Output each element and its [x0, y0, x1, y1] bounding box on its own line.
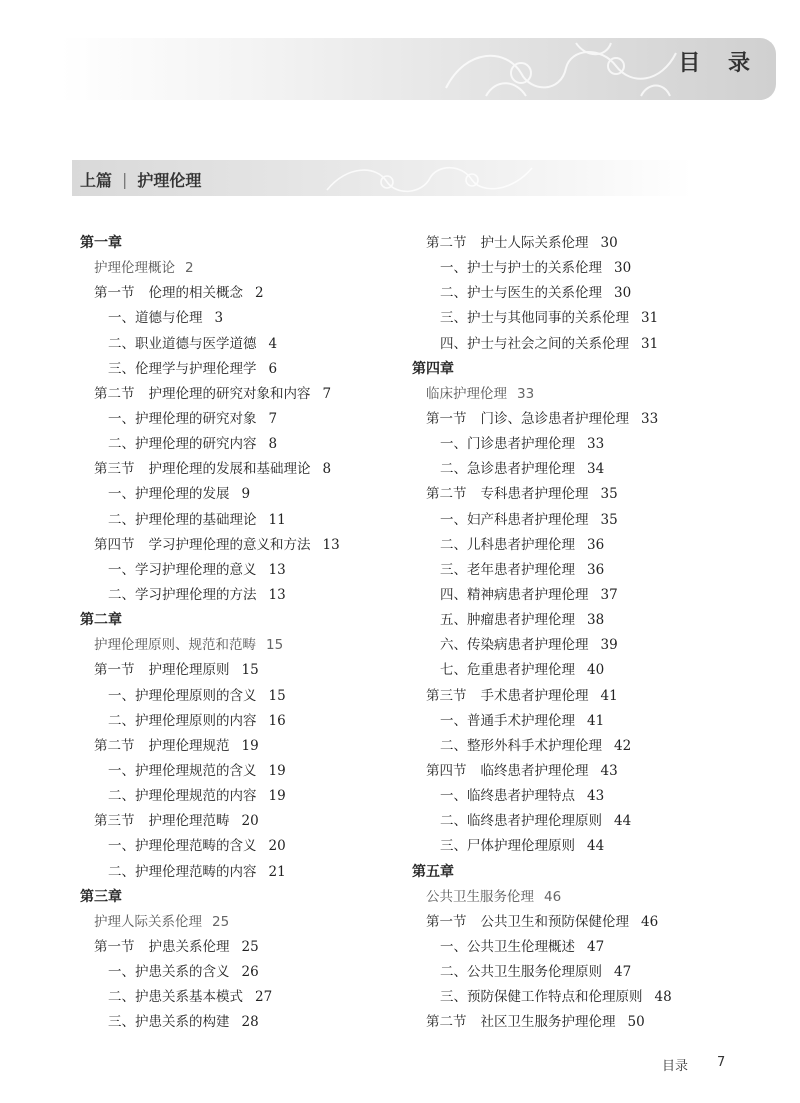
- page-ref: 2: [185, 260, 194, 277]
- section-number: 第四节: [94, 536, 135, 553]
- item-title: 七、危重患者护理伦理: [440, 662, 575, 679]
- toc-item[interactable]: [80, 583, 420, 608]
- chapter-label: 第五章: [412, 863, 454, 880]
- toc-chapter-heading: [412, 860, 752, 885]
- page-ref: 38: [587, 612, 605, 629]
- section-number: 第一节: [94, 662, 135, 679]
- item-title: 二、护患关系基本模式: [108, 989, 243, 1006]
- item-title: 二、护士与医生的关系伦理: [440, 285, 602, 302]
- page-ref: 20: [268, 838, 286, 855]
- page-ref: 31: [641, 335, 659, 352]
- section-separator: |: [122, 170, 128, 189]
- section-title: 专科患者护理伦理: [480, 486, 589, 503]
- toc-section[interactable]: [80, 382, 420, 407]
- page-ref: 13: [268, 586, 286, 603]
- toc-chapter-heading: [80, 231, 420, 256]
- page-ref: 15: [241, 662, 259, 679]
- page-ref: 47: [587, 938, 605, 955]
- toc-chapter-heading: [80, 608, 420, 633]
- floral-ornament-icon: [426, 38, 686, 100]
- item-title: 三、护患关系的构建: [108, 1014, 230, 1031]
- section-number: 第二节: [94, 737, 135, 754]
- section-title: 护士人际关系伦理: [480, 235, 589, 251]
- toc-section[interactable]: [412, 407, 752, 432]
- toc-item[interactable]: [412, 508, 752, 533]
- item-title: 一、护理伦理的发展: [108, 486, 230, 503]
- toc-item[interactable]: [80, 1010, 420, 1035]
- item-title: 二、整形外科手术护理伦理: [440, 737, 602, 754]
- page-ref: 25: [241, 938, 259, 955]
- section-number: 第三节: [94, 813, 135, 830]
- toc-item[interactable]: [80, 357, 420, 382]
- toc-item[interactable]: [80, 960, 420, 985]
- toc-left-column: [80, 231, 420, 1036]
- toc-item[interactable]: [412, 935, 752, 960]
- page-ref: 31: [641, 310, 659, 327]
- page-ref: 33: [641, 410, 659, 427]
- section-title: 临终患者护理伦理: [480, 762, 589, 779]
- toc-section[interactable]: [80, 281, 420, 306]
- section-number: 第三节: [426, 687, 467, 704]
- chapter-title: 临床护理伦理: [426, 385, 507, 402]
- toc-item[interactable]: [412, 809, 752, 834]
- item-title: 二、护理伦理范畴的内容: [108, 863, 257, 880]
- page-number: 7: [717, 1055, 726, 1070]
- item-title: 二、护理伦理的基础理论: [108, 511, 257, 528]
- page-ref: 41: [600, 687, 618, 704]
- item-title: 一、护患关系的含义: [108, 964, 230, 981]
- item-title: 一、护士与护士的关系伦理: [440, 260, 602, 277]
- page-ref: 30: [614, 260, 632, 277]
- toc-item[interactable]: [412, 985, 752, 1010]
- toc-section[interactable]: [412, 231, 752, 256]
- chapter-label: 第二章: [80, 612, 122, 629]
- chapter-title: 护理伦理概论: [94, 260, 175, 277]
- toc-item[interactable]: [80, 558, 420, 583]
- footer-label: 目录: [662, 1059, 689, 1074]
- toc-section[interactable]: [80, 457, 420, 482]
- section-title: 护理伦理的研究对象和内容: [148, 385, 311, 402]
- toc-item[interactable]: [412, 457, 752, 482]
- toc-chapter-title[interactable]: [80, 633, 420, 658]
- section-number: 第四节: [426, 762, 467, 779]
- page-ref: 27: [255, 989, 273, 1006]
- item-title: 一、护理伦理的研究对象: [108, 410, 257, 427]
- section-number: 第一节: [426, 913, 467, 930]
- page-ref: 30: [614, 285, 632, 302]
- toc-chapter-title[interactable]: [412, 382, 752, 407]
- page-ref: 8: [268, 436, 278, 453]
- page-ref: 13: [322, 536, 340, 553]
- section-title: [80, 168, 201, 191]
- toc-item[interactable]: [80, 482, 420, 507]
- page-ref: 30: [600, 235, 618, 251]
- page-title: 目 录: [678, 51, 760, 76]
- item-title: 二、职业道德与医学道德: [108, 335, 257, 352]
- page-ref: 44: [587, 838, 605, 855]
- section-name: 护理伦理: [137, 171, 202, 190]
- section-number: 第一节: [94, 938, 135, 955]
- page-ref: 4: [268, 335, 278, 352]
- toc-item[interactable]: [412, 834, 752, 859]
- page-ref: 33: [587, 436, 605, 453]
- section-title: 护患关系伦理: [148, 938, 230, 955]
- page-ref: 3: [214, 310, 224, 327]
- toc-item[interactable]: [412, 432, 752, 457]
- toc-item[interactable]: [80, 759, 420, 784]
- toc-section[interactable]: [80, 734, 420, 759]
- item-title: 一、学习护理伦理的意义: [108, 561, 257, 578]
- page-ref: 11: [268, 511, 286, 528]
- toc-item[interactable]: [412, 633, 752, 658]
- page-ref: 50: [627, 1014, 645, 1031]
- item-title: 五、肿瘤患者护理伦理: [440, 612, 575, 629]
- toc-item[interactable]: [80, 784, 420, 809]
- toc-chapter-title[interactable]: [80, 910, 420, 935]
- toc-item[interactable]: [412, 533, 752, 558]
- section-title: 护理伦理的发展和基础理论: [148, 461, 311, 478]
- page-ref: 20: [241, 813, 259, 830]
- page-ref: 19: [268, 762, 286, 779]
- section-number: 第三节: [94, 461, 135, 478]
- page-ref: 28: [241, 1014, 259, 1031]
- toc-item[interactable]: [412, 281, 752, 306]
- section-number: 第二节: [426, 1014, 467, 1031]
- toc-item[interactable]: [412, 960, 752, 985]
- page-ref: 19: [241, 737, 259, 754]
- chapter-title: 护理人际关系伦理: [94, 913, 202, 930]
- section-number: 第二节: [426, 235, 467, 251]
- toc-item[interactable]: [80, 684, 420, 709]
- section-title: 护理伦理原则: [148, 662, 230, 679]
- item-title: 二、急诊患者护理伦理: [440, 461, 575, 478]
- page-ref: 41: [587, 712, 605, 729]
- item-title: 一、护理伦理范畴的含义: [108, 838, 257, 855]
- item-title: 二、学习护理伦理的方法: [108, 586, 257, 603]
- page-ref: 19: [268, 788, 286, 805]
- header-band: [60, 38, 776, 100]
- toc-item[interactable]: [80, 834, 420, 859]
- item-title: 三、预防保健工作特点和伦理原则: [440, 989, 643, 1006]
- toc-item[interactable]: [412, 256, 752, 281]
- item-title: 三、尸体护理伦理原则: [440, 838, 575, 855]
- toc-item[interactable]: [412, 583, 752, 608]
- toc-item[interactable]: [412, 658, 752, 683]
- toc-item[interactable]: [80, 407, 420, 432]
- toc-item[interactable]: [412, 784, 752, 809]
- item-title: 三、伦理学与护理伦理学: [108, 360, 257, 377]
- toc-item[interactable]: [412, 608, 752, 633]
- page-ref: 46: [641, 913, 659, 930]
- toc-item[interactable]: [412, 709, 752, 734]
- page-ref: 47: [614, 964, 632, 981]
- chapter-label: 第四章: [412, 360, 454, 377]
- toc-right-column: [412, 231, 752, 1036]
- section-number: 第一节: [426, 410, 467, 427]
- item-title: 一、门诊患者护理伦理: [440, 436, 575, 453]
- page-ref: 13: [268, 561, 286, 578]
- item-title: 一、公共卫生伦理概述: [440, 938, 575, 955]
- item-title: 二、护理伦理规范的内容: [108, 788, 257, 805]
- toc-item[interactable]: [80, 432, 420, 457]
- page-ref: 25: [212, 913, 230, 930]
- page-ref: 15: [268, 687, 286, 704]
- toc-item[interactable]: [80, 709, 420, 734]
- toc-section[interactable]: [80, 533, 420, 558]
- toc-item[interactable]: [80, 306, 420, 331]
- page-ref: 21: [268, 863, 286, 880]
- toc-item[interactable]: [412, 306, 752, 331]
- toc-chapter-heading: [412, 357, 752, 382]
- item-title: 一、道德与伦理: [108, 310, 203, 327]
- page-ref: 8: [322, 461, 332, 478]
- section-number: 第二节: [94, 385, 135, 402]
- toc-item[interactable]: [80, 860, 420, 885]
- page-ref: 2: [255, 285, 264, 302]
- page-ref: 40: [587, 662, 605, 679]
- toc-section[interactable]: [80, 809, 420, 834]
- section-title: 护理伦理规范: [148, 737, 230, 754]
- toc-section[interactable]: [412, 684, 752, 709]
- toc-item[interactable]: [80, 332, 420, 357]
- toc-section[interactable]: [80, 935, 420, 960]
- item-title: 一、妇产科患者护理伦理: [440, 511, 589, 528]
- toc-item[interactable]: [412, 558, 752, 583]
- item-title: 三、护士与其他同事的关系伦理: [440, 310, 629, 327]
- item-title: 二、护理伦理原则的内容: [108, 712, 257, 729]
- chapter-label: 第三章: [80, 888, 122, 905]
- floral-ornament-icon: [322, 160, 542, 196]
- page-ref: 34: [587, 461, 605, 478]
- chapter-title: 公共卫生服务伦理: [426, 888, 534, 905]
- page-ref: 36: [587, 536, 605, 553]
- chapter-title: 护理伦理原则、规范和范畴: [94, 637, 256, 654]
- toc-chapter-title[interactable]: [80, 256, 420, 281]
- item-title: 四、精神病患者护理伦理: [440, 586, 589, 603]
- page-ref: 6: [268, 360, 278, 377]
- toc-section[interactable]: [412, 1010, 752, 1035]
- page-ref: 16: [268, 712, 286, 729]
- page-ref: 36: [587, 561, 605, 578]
- page-ref: 39: [600, 637, 618, 654]
- item-title: 一、护理伦理原则的含义: [108, 687, 257, 704]
- page-ref: 43: [600, 762, 618, 779]
- item-title: 二、公共卫生服务伦理原则: [440, 964, 602, 981]
- item-title: 四、护士与社会之间的关系伦理: [440, 335, 629, 352]
- page-ref: 15: [266, 637, 284, 654]
- section-number: 第一节: [94, 285, 135, 302]
- page-ref: 44: [614, 813, 632, 830]
- page-ref: 33: [517, 385, 535, 402]
- toc-section[interactable]: [412, 910, 752, 935]
- page-ref: 35: [600, 511, 618, 528]
- page-ref: 35: [600, 486, 618, 503]
- section-title: 手术患者护理伦理: [480, 687, 589, 704]
- item-title: 六、传染病患者护理伦理: [440, 637, 589, 654]
- toc-item[interactable]: [80, 508, 420, 533]
- section-part: 上篇: [80, 171, 113, 190]
- item-title: 一、护理伦理规范的含义: [108, 762, 257, 779]
- page-ref: 7: [322, 385, 332, 402]
- section-number: 第二节: [426, 486, 467, 503]
- item-title: 三、老年患者护理伦理: [440, 561, 575, 578]
- toc-chapter-heading: [80, 885, 420, 910]
- section-title: 门诊、急诊患者护理伦理: [480, 410, 629, 427]
- section-title: 学习护理伦理的意义和方法: [148, 536, 311, 553]
- toc-section[interactable]: [412, 759, 752, 784]
- page-ref: 48: [654, 989, 672, 1006]
- item-title: 一、临终患者护理特点: [440, 788, 575, 805]
- page-ref: 37: [600, 586, 618, 603]
- section-title: 伦理的相关概念: [148, 285, 243, 302]
- toc-section[interactable]: [80, 658, 420, 683]
- item-title: 二、护理伦理的研究内容: [108, 436, 257, 453]
- item-title: 一、普通手术护理伦理: [440, 712, 575, 729]
- toc-section[interactable]: [412, 482, 752, 507]
- page-ref: 7: [268, 410, 278, 427]
- section-title: 护理伦理范畴: [148, 813, 230, 830]
- page-ref: 26: [241, 964, 259, 981]
- page-ref: 46: [544, 888, 562, 905]
- page-ref: 43: [587, 788, 605, 805]
- chapter-label: 第一章: [80, 235, 122, 251]
- section-title: 公共卫生和预防保健伦理: [480, 913, 629, 930]
- page-ref: 9: [241, 486, 251, 503]
- toc-item[interactable]: [412, 332, 752, 357]
- item-title: 二、儿科患者护理伦理: [440, 536, 575, 553]
- toc-chapter-title[interactable]: [412, 885, 752, 910]
- item-title: 二、临终患者护理伦理原则: [440, 813, 602, 830]
- toc-item[interactable]: [412, 734, 752, 759]
- toc-item[interactable]: [80, 985, 420, 1010]
- section-title: 社区卫生服务护理伦理: [480, 1014, 616, 1031]
- page-ref: 42: [614, 737, 632, 754]
